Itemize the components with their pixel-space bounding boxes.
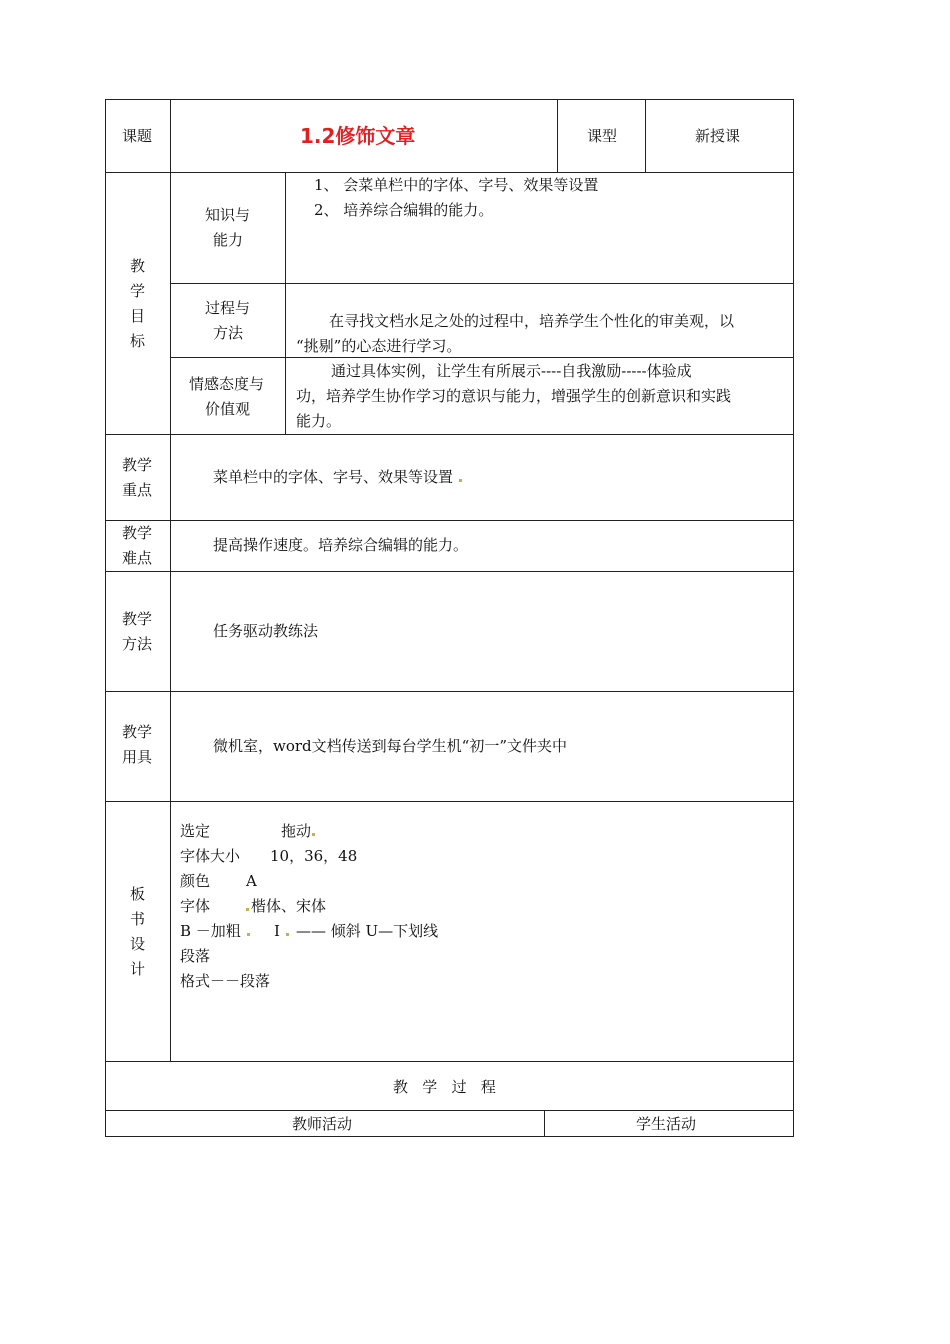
method-text: 任务驱动教练法 <box>213 622 319 640</box>
column-divider <box>557 99 558 173</box>
board-line: 10，36，48 <box>270 847 358 865</box>
board-label-char: 书 <box>130 910 146 928</box>
key-points-label: 重点 <box>122 481 153 499</box>
board-label-char: 计 <box>130 960 146 978</box>
board-line: 字体 <box>180 897 211 915</box>
page-title: 1.2修饰文章 <box>300 124 416 148</box>
method-label: 方法 <box>122 635 153 653</box>
board-line: 段落 <box>180 947 211 965</box>
knowledge-item: 2、 培养综合编辑的能力。 <box>314 201 494 219</box>
row-divider <box>105 691 794 692</box>
mark-dot <box>246 908 249 911</box>
column-divider <box>645 99 646 173</box>
row-divider <box>105 520 794 521</box>
row-divider <box>170 357 794 358</box>
board-line: 字体大小 <box>180 847 241 865</box>
objectives-label-char: 教 <box>130 257 146 275</box>
key-points-label: 教学 <box>122 456 153 474</box>
row-divider <box>105 1110 794 1111</box>
attitude-label: 情感态度与 <box>189 375 265 393</box>
tools-label: 用具 <box>122 748 153 766</box>
board-line: —— 倾斜 U—下划线 <box>296 922 439 940</box>
teacher-activity-header: 教师活动 <box>292 1115 353 1133</box>
row-divider <box>105 571 794 572</box>
method-label: 教学 <box>122 610 153 628</box>
column-divider <box>544 1110 545 1137</box>
student-activity-header: 学生活动 <box>636 1115 697 1133</box>
board-line: 楷体、宋体 <box>245 896 326 916</box>
board-line: B －加粗 <box>180 921 250 941</box>
row-divider <box>105 434 794 435</box>
mark-dot <box>247 933 250 936</box>
attitude-text: 通过具体实例，让学生有所展示----自我激励-----体验成 <box>331 362 692 380</box>
board-line: 格式－－段落 <box>180 972 271 990</box>
lesson-type-label: 课型 <box>587 127 618 145</box>
process-section-title: 教 学 过 程 <box>393 1078 496 1096</box>
board-label-char: 板 <box>130 885 146 903</box>
process-text: 在寻找文档水足之处的过程中，培养学生个性化的审美观，以 <box>329 312 735 330</box>
objectives-label-char: 目 <box>130 307 146 325</box>
objectives-label-char: 学 <box>130 282 146 300</box>
knowledge-item: 1、 会菜单栏中的字体、字号、效果等设置 <box>314 176 599 194</box>
process-label: 方法 <box>213 324 244 342</box>
mark-dot <box>286 933 289 936</box>
column-divider <box>285 172 286 435</box>
topic-label: 课题 <box>122 127 153 145</box>
board-line: A <box>246 872 257 890</box>
attitude-text: 功，培养学生协作学习的意识与能力，增强学生的创新意识和实践 <box>296 387 732 405</box>
board-line: 选定 <box>180 822 211 840</box>
tools-text: 微机室，word文档传送到每台学生机“初一”文件夹中 <box>213 737 567 755</box>
attitude-label: 价值观 <box>205 400 251 418</box>
process-text: “挑剔”的心态进行学习。 <box>296 337 462 355</box>
difficulties-label: 难点 <box>122 549 153 567</box>
lesson-type-value: 新授课 <box>695 127 741 145</box>
key-points-text: 菜单栏中的字体、字号、效果等设置 <box>213 467 462 487</box>
row-divider <box>105 172 794 173</box>
tools-label: 教学 <box>122 723 153 741</box>
difficulties-text: 提高操作速度。培养综合编辑的能力。 <box>213 536 469 554</box>
knowledge-label: 知识与 <box>205 206 251 224</box>
row-divider <box>170 283 794 284</box>
difficulties-label: 教学 <box>122 524 153 542</box>
process-label: 过程与 <box>205 299 251 317</box>
attitude-text: 能力。 <box>296 412 342 430</box>
knowledge-label: 能力 <box>213 231 244 249</box>
row-divider <box>105 801 794 802</box>
mark-dot <box>459 479 462 482</box>
objectives-label-char: 标 <box>130 332 146 350</box>
board-line: 颜色 <box>180 872 211 890</box>
board-line: 拖动 <box>281 821 315 841</box>
column-divider <box>170 99 171 1062</box>
board-label-char: 设 <box>130 935 146 953</box>
board-line: I <box>274 921 289 941</box>
row-divider <box>105 1061 794 1062</box>
mark-dot <box>312 833 315 836</box>
